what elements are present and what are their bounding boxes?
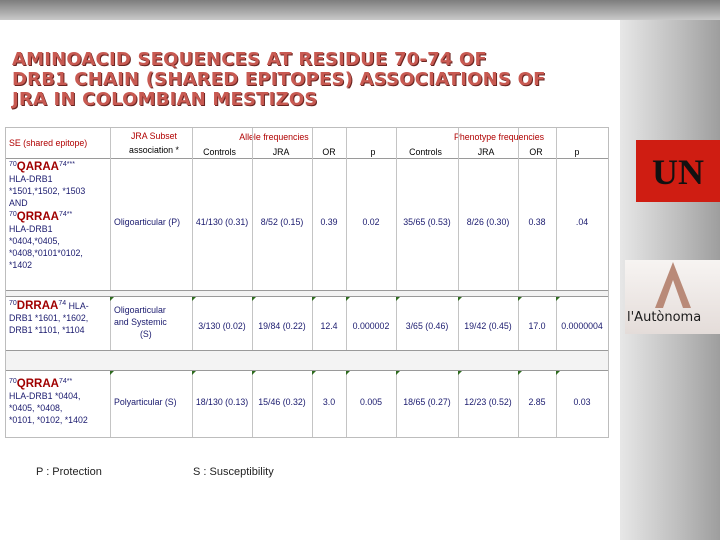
row2-phenotype-or: 17.0 bbox=[528, 321, 546, 331]
cell-marker bbox=[312, 297, 316, 301]
row1-allele-controls: 41/130 (0.31) bbox=[195, 217, 249, 227]
col-divider bbox=[396, 128, 397, 437]
col-divider bbox=[556, 128, 557, 437]
header-jra-subset: JRA Subset bbox=[131, 131, 177, 141]
cell-marker bbox=[396, 371, 400, 375]
row1-allele-or: 0.39 bbox=[320, 217, 338, 227]
shared-epitope-table bbox=[5, 127, 609, 438]
row1-shared-epitope bbox=[9, 159, 109, 271]
row1-allele-line: HLA-DRB1 bbox=[9, 223, 53, 234]
row2-subset bbox=[114, 304, 190, 340]
header-se: SE (shared epitope) bbox=[9, 138, 88, 148]
row1-epitope-2: $^{70}QRRAA^{74**}$ bbox=[9, 210, 73, 223]
title-line-3: JRA IN COLOMBIAN MESTIZOS bbox=[12, 89, 318, 110]
row1-allele-line: *0408,*0101*0102, bbox=[9, 247, 83, 258]
row1-allele-jra: 8/52 (0.15) bbox=[260, 217, 304, 227]
top-banner bbox=[0, 0, 720, 20]
cell-marker bbox=[192, 371, 196, 375]
row2-subset-line: (S) bbox=[140, 329, 152, 339]
title-line-2: DRB1 CHAIN (SHARED EPITOPES) ASSOCIATIONS OF bbox=[12, 69, 546, 90]
row1-subset: Oligoarticular (P) bbox=[114, 217, 180, 227]
col-divider bbox=[518, 128, 519, 437]
row3-phenotype-p: 0.03 bbox=[573, 397, 591, 407]
row3-allele-controls: 18/130 (0.13) bbox=[195, 397, 249, 407]
footnote-protection: P : Protection bbox=[36, 466, 102, 478]
cell-marker bbox=[518, 371, 522, 375]
cell-marker bbox=[110, 371, 114, 375]
header-phenotype-jra: JRA bbox=[477, 147, 495, 157]
row1-allele-line: *1402 bbox=[9, 259, 32, 270]
slide-title bbox=[12, 50, 612, 110]
autonoma-logo-text: l'Autònoma bbox=[627, 310, 702, 325]
row1-phenotype-p: .04 bbox=[575, 217, 589, 227]
col-divider bbox=[346, 128, 347, 437]
col-divider bbox=[110, 128, 111, 437]
row2-allele-line: DRB1 *1601, *1602, bbox=[9, 312, 89, 323]
row1-allele-line: *0404,*0405, bbox=[9, 235, 60, 246]
row3-phenotype-jra: 12/23 (0.52) bbox=[464, 397, 512, 407]
autonoma-logo bbox=[625, 260, 720, 334]
title-line-1: AMINOACID SEQUENCES AT RESIDUE 70-74 OF bbox=[12, 49, 487, 70]
cell-marker bbox=[346, 371, 350, 375]
row3-allele-line: HLA-DRB1 *0404, bbox=[9, 390, 81, 401]
row1-allele-p: 0.02 bbox=[362, 217, 380, 227]
col-divider bbox=[252, 128, 253, 437]
row2-shared-epitope bbox=[9, 298, 109, 336]
cell-marker bbox=[346, 297, 350, 301]
row2-phenotype-jra: 19/42 (0.45) bbox=[464, 321, 512, 331]
row-gap bbox=[6, 351, 608, 370]
row1-allele-line: HLA-DRB1 bbox=[9, 173, 53, 184]
row3-subset: Polyarticular (S) bbox=[114, 397, 177, 407]
header-allele-or: OR bbox=[322, 147, 336, 157]
autonoma-logo-mark bbox=[625, 260, 720, 312]
col-divider bbox=[458, 128, 459, 437]
row2-subset-line: Oligoarticular bbox=[114, 305, 166, 315]
row1-epitope-1: $^{70}QARAA^{74***}$ bbox=[9, 160, 75, 173]
header-phenotype-controls: Controls bbox=[409, 147, 442, 157]
row2-allele-p: 0.000002 bbox=[352, 321, 390, 331]
row3-epitope: $^{70}QRRAA^{74**}$ bbox=[9, 377, 73, 390]
header-allele-frequencies: Allele frequencies bbox=[239, 132, 309, 142]
row3-allele-or: 3.0 bbox=[322, 397, 336, 407]
row3-allele-p: 0.005 bbox=[359, 397, 382, 407]
header-phenotype-p: p bbox=[574, 147, 580, 157]
row3-phenotype-controls: 18/65 (0.27) bbox=[403, 397, 451, 407]
header-jra-subset-association: association * bbox=[129, 145, 179, 155]
row3-allele-jra: 15/46 (0.32) bbox=[258, 397, 306, 407]
cell-marker bbox=[252, 371, 256, 375]
row2-allele-controls: 3/130 (0.02) bbox=[198, 321, 246, 331]
header-allele-controls: Controls bbox=[203, 147, 236, 157]
header-phenotype-or: OR bbox=[529, 147, 543, 157]
row3-allele-line: *0405, *0408, bbox=[9, 402, 63, 413]
row3-allele-line: *0101, *0102, *1402 bbox=[9, 414, 88, 425]
cell-marker bbox=[556, 371, 560, 375]
col-divider bbox=[312, 128, 313, 437]
row2-allele-line: DRB1 *1101, *1104 bbox=[9, 324, 85, 335]
cell-marker bbox=[110, 297, 114, 301]
cell-marker bbox=[458, 297, 462, 301]
row3-shared-epitope bbox=[9, 376, 109, 426]
row2-allele-jra: 19/84 (0.22) bbox=[258, 321, 306, 331]
header-allele-jra: JRA bbox=[272, 147, 290, 157]
row3-phenotype-or: 2.85 bbox=[528, 397, 546, 407]
cell-marker bbox=[192, 297, 196, 301]
cell-marker bbox=[458, 371, 462, 375]
un-logo-text: UN bbox=[652, 152, 704, 192]
un-logo-mark bbox=[636, 140, 720, 202]
cell-marker bbox=[396, 297, 400, 301]
row1-phenotype-jra: 8/26 (0.30) bbox=[466, 217, 510, 227]
cell-marker bbox=[252, 297, 256, 301]
col-divider bbox=[192, 128, 193, 437]
cell-marker bbox=[312, 371, 316, 375]
row1-phenotype-controls: 35/65 (0.53) bbox=[403, 217, 451, 227]
row2-allele-or: 12.4 bbox=[320, 321, 338, 331]
row1-phenotype-or: 0.38 bbox=[528, 217, 546, 227]
cell-marker bbox=[518, 297, 522, 301]
header-phenotype-frequencies: Phenotype frequencies bbox=[454, 132, 544, 142]
row2-subset-line: and Systemic bbox=[114, 317, 167, 327]
row2-phenotype-controls: 3/65 (0.46) bbox=[405, 321, 449, 331]
header-allele-p: p bbox=[370, 147, 376, 157]
footnote-susceptibility: S : Susceptibility bbox=[193, 466, 274, 478]
cell-marker bbox=[556, 297, 560, 301]
row1-allele-line: AND bbox=[9, 197, 28, 208]
row2-epitope: $^{70}$DRRAA$^{74}$ HLA- bbox=[9, 299, 89, 312]
row1-allele-line: *1501,*1502, *1503 bbox=[9, 185, 86, 196]
un-logo bbox=[636, 140, 720, 202]
row2-phenotype-p: 0.0000004 bbox=[561, 321, 603, 331]
